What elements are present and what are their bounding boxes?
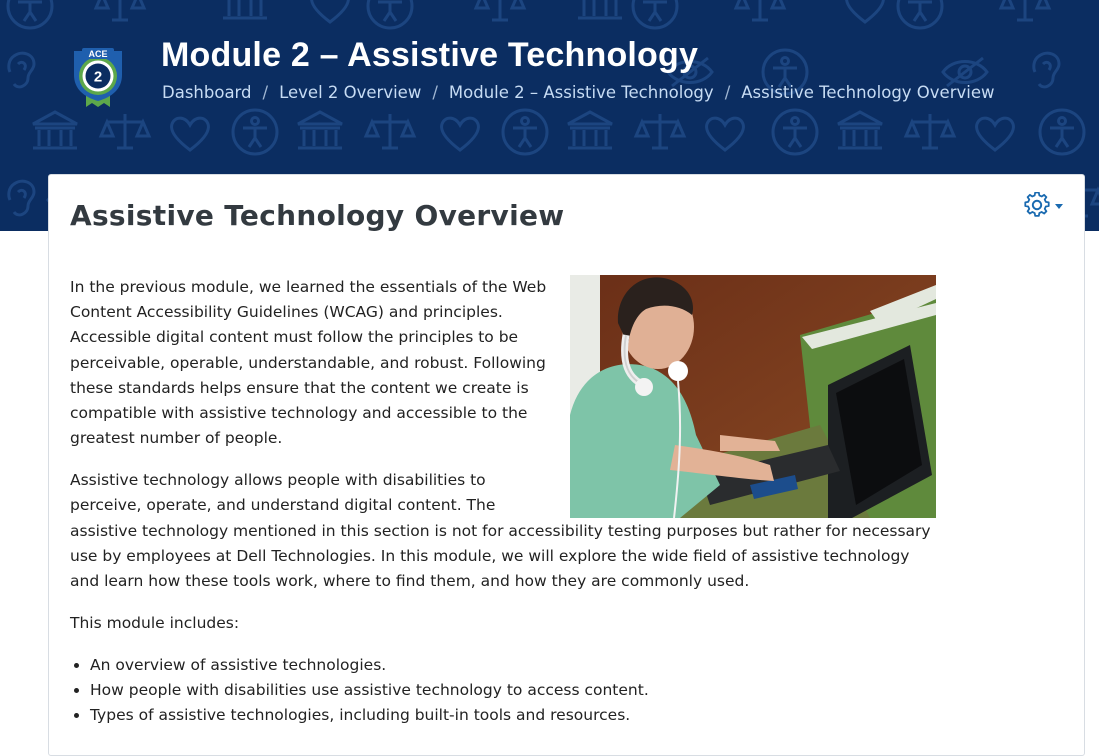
gear-icon	[1024, 192, 1050, 218]
chevron-down-icon	[1055, 204, 1063, 209]
list-item: • An overview of assistive technologies.	[90, 653, 936, 678]
module-includes-list	[70, 653, 936, 729]
svg-text:2: 2	[93, 68, 103, 86]
overview-content	[70, 275, 936, 728]
person-using-braille-display-image	[570, 275, 936, 518]
breadcrumb-module-2-link[interactable]: Module 2 – Assistive Technology	[448, 83, 714, 102]
breadcrumb-separator: /	[262, 83, 269, 102]
settings-menu-button[interactable]	[1024, 190, 1072, 220]
ace-level-badge-icon	[68, 45, 128, 109]
module-title: Module 2 – Assistive Technology	[161, 36, 699, 74]
list-item: • How people with disabilities use assistive technology to access content.	[90, 678, 936, 703]
module-includes-heading: This module includes:	[70, 613, 240, 632]
breadcrumb-dashboard-link[interactable]: Dashboard	[162, 83, 252, 102]
breadcrumb	[162, 83, 994, 102]
breadcrumb-level-2-overview-link[interactable]: Level 2 Overview	[279, 83, 422, 102]
breadcrumb-current-page[interactable]: Assistive Technology Overview	[741, 83, 995, 102]
breadcrumb-separator: /	[432, 83, 438, 102]
svg-text:ACE: ACE	[88, 49, 108, 59]
card-title: Assistive Technology Overview	[70, 199, 565, 232]
breadcrumb-separator: /	[724, 83, 731, 102]
list-item: • Types of assistive technologies, including built-in tools and resources.	[90, 703, 936, 728]
intro-paragraph: In the previous module, we learned the essentials of the Web Content Accessibility Guidelines (WCAG) and principles. Accessible digital content must follow the principles to be perceivable, operable, understandable, and robust. Following these standards helps ensure that the content we create is compatible with assistive technology and accessible to the greatest number of people.	[70, 278, 547, 448]
assistive-tech-paragraph: Assistive technology allows people with disabilities to perceive, operate, and understand digital content. The assistive technology mentioned in this section is not for accessibility testing purposes but rather for necessary use by employees at Dell Technologies. In this module, we will explore the wide field of assistive technology and learn how these tools work, where to find them, and how they are commonly used.	[70, 471, 931, 590]
content-card	[48, 174, 1085, 756]
